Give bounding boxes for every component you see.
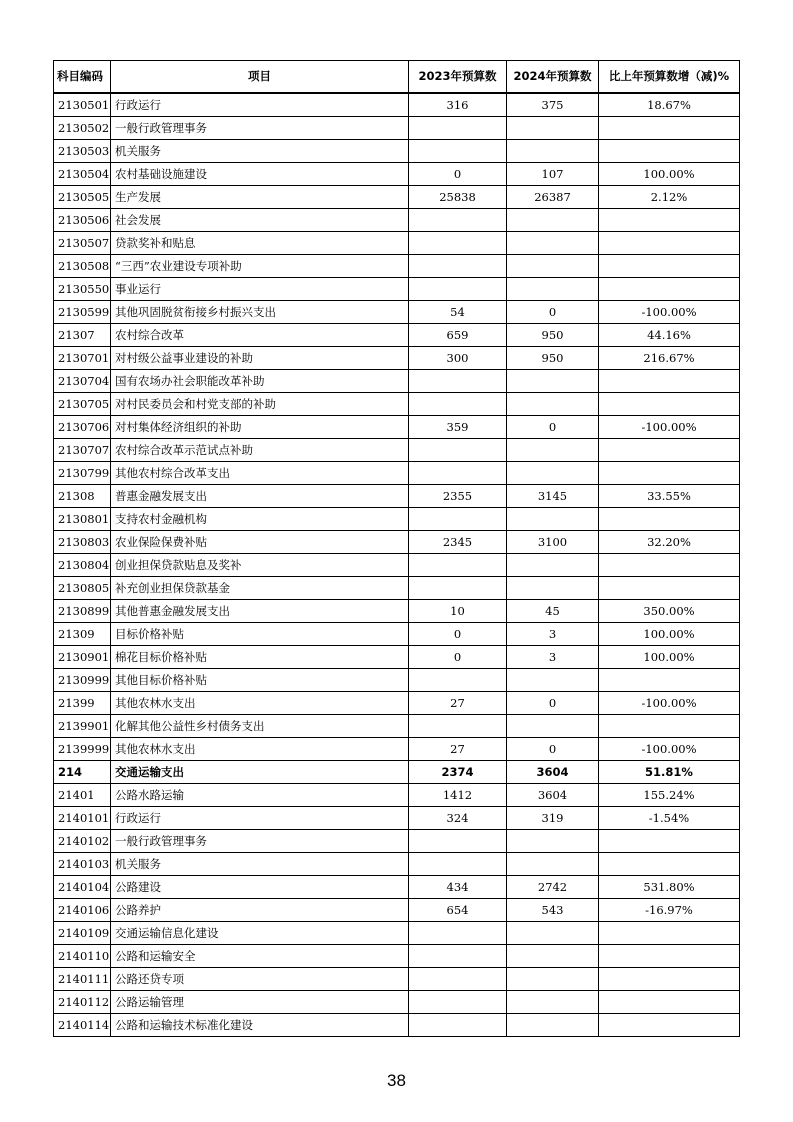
row-budget-2024: 543 <box>507 898 599 921</box>
table-body <box>54 93 740 1037</box>
row-code: 2140111 <box>54 967 111 990</box>
table-row <box>54 438 740 461</box>
header-budget-2023: 2023年预算数 <box>409 61 507 93</box>
table-row <box>54 323 740 346</box>
row-change: -100.00% <box>599 691 740 714</box>
row-name: 其他农村综合改革支出 <box>111 461 409 484</box>
row-budget-2023 <box>409 139 507 162</box>
row-code: 2130706 <box>54 415 111 438</box>
row-budget-2023: 10 <box>409 599 507 622</box>
row-code: 2130799 <box>54 461 111 484</box>
row-name: 公路和运输技术标准化建设 <box>111 1013 409 1036</box>
table-row <box>54 208 740 231</box>
header-code: 科目编码 <box>54 61 111 93</box>
row-budget-2024: 950 <box>507 323 599 346</box>
row-code: 214 <box>54 760 111 783</box>
row-budget-2024 <box>507 714 599 737</box>
row-name: 棉花目标价格补贴 <box>111 645 409 668</box>
row-change: 32.20% <box>599 530 740 553</box>
row-budget-2024 <box>507 576 599 599</box>
row-budget-2023: 659 <box>409 323 507 346</box>
row-name: 普惠金融发展支出 <box>111 484 409 507</box>
row-budget-2023 <box>409 392 507 415</box>
table-row <box>54 645 740 668</box>
row-change <box>599 254 740 277</box>
row-change: -100.00% <box>599 300 740 323</box>
table-row <box>54 139 740 162</box>
row-budget-2024: 0 <box>507 415 599 438</box>
table-row <box>54 1013 740 1036</box>
row-name: 农村综合改革 <box>111 323 409 346</box>
row-code: 2130901 <box>54 645 111 668</box>
row-name: 社会发展 <box>111 208 409 231</box>
row-code: 2140103 <box>54 852 111 875</box>
row-code: 2130804 <box>54 553 111 576</box>
row-budget-2023 <box>409 553 507 576</box>
row-budget-2023 <box>409 944 507 967</box>
row-budget-2023 <box>409 668 507 691</box>
row-budget-2023: 654 <box>409 898 507 921</box>
row-code: 2140110 <box>54 944 111 967</box>
table-row <box>54 392 740 415</box>
table-row <box>54 691 740 714</box>
row-budget-2024: 3 <box>507 622 599 645</box>
row-code: 21399 <box>54 691 111 714</box>
header-budget-2024: 2024年预算数 <box>507 61 599 93</box>
row-name: 机关服务 <box>111 852 409 875</box>
row-name: 补充创业担保贷款基金 <box>111 576 409 599</box>
row-budget-2024 <box>507 967 599 990</box>
row-code: 2130999 <box>54 668 111 691</box>
table-row <box>54 553 740 576</box>
row-budget-2024: 0 <box>507 300 599 323</box>
row-budget-2023 <box>409 967 507 990</box>
table-row <box>54 300 740 323</box>
row-budget-2023: 2345 <box>409 530 507 553</box>
row-budget-2023: 2355 <box>409 484 507 507</box>
row-name: 支持农村金融机构 <box>111 507 409 530</box>
row-change: 100.00% <box>599 645 740 668</box>
row-budget-2023 <box>409 852 507 875</box>
row-budget-2023 <box>409 116 507 139</box>
row-code: 2140104 <box>54 875 111 898</box>
row-budget-2024 <box>507 254 599 277</box>
row-name: 交通运输支出 <box>111 760 409 783</box>
row-budget-2024: 2742 <box>507 875 599 898</box>
table-row <box>54 737 740 760</box>
row-name: 公路和运输安全 <box>111 944 409 967</box>
row-budget-2023: 27 <box>409 737 507 760</box>
row-name: 生产发展 <box>111 185 409 208</box>
row-code: 2130599 <box>54 300 111 323</box>
row-code: 2130701 <box>54 346 111 369</box>
row-name: 对村民委员会和村党支部的补助 <box>111 392 409 415</box>
row-name: 国有农场办社会职能改革补助 <box>111 369 409 392</box>
row-change: 2.12% <box>599 185 740 208</box>
row-change: 216.67% <box>599 346 740 369</box>
row-budget-2023: 0 <box>409 645 507 668</box>
row-budget-2024: 3604 <box>507 760 599 783</box>
table-row <box>54 599 740 622</box>
table-row <box>54 484 740 507</box>
row-budget-2024 <box>507 944 599 967</box>
row-budget-2023: 0 <box>409 162 507 185</box>
row-code: 2140114 <box>54 1013 111 1036</box>
row-code: 2130899 <box>54 599 111 622</box>
row-budget-2024: 26387 <box>507 185 599 208</box>
row-change: 33.55% <box>599 484 740 507</box>
table-row <box>54 829 740 852</box>
row-change: 531.80% <box>599 875 740 898</box>
row-name: 公路建设 <box>111 875 409 898</box>
row-change <box>599 944 740 967</box>
row-budget-2023: 1412 <box>409 783 507 806</box>
row-budget-2024 <box>507 553 599 576</box>
row-budget-2024 <box>507 369 599 392</box>
row-name: 对村级公益事业建设的补助 <box>111 346 409 369</box>
row-name: 化解其他公益性乡村债务支出 <box>111 714 409 737</box>
row-budget-2024 <box>507 829 599 852</box>
row-name: 机关服务 <box>111 139 409 162</box>
budget-table <box>53 60 740 1037</box>
row-change <box>599 668 740 691</box>
row-code: 2140112 <box>54 990 111 1013</box>
row-name: 事业运行 <box>111 277 409 300</box>
row-name: 公路养护 <box>111 898 409 921</box>
row-code: 2130505 <box>54 185 111 208</box>
table-header <box>54 61 740 93</box>
row-budget-2023 <box>409 254 507 277</box>
row-name: 一般行政管理事务 <box>111 829 409 852</box>
row-code: 2130507 <box>54 231 111 254</box>
row-change <box>599 852 740 875</box>
row-name: 交通运输信息化建设 <box>111 921 409 944</box>
row-name: 其他农林水支出 <box>111 737 409 760</box>
row-change: 51.81% <box>599 760 740 783</box>
row-change <box>599 553 740 576</box>
row-budget-2024 <box>507 507 599 530</box>
row-code: 2140101 <box>54 806 111 829</box>
table-row <box>54 116 740 139</box>
row-change <box>599 507 740 530</box>
row-change: 100.00% <box>599 622 740 645</box>
row-code: 2130707 <box>54 438 111 461</box>
table-row <box>54 576 740 599</box>
row-code: 2130801 <box>54 507 111 530</box>
table-row <box>54 967 740 990</box>
row-change <box>599 576 740 599</box>
row-name: 创业担保贷款贴息及奖补 <box>111 553 409 576</box>
row-code: 21309 <box>54 622 111 645</box>
table-row <box>54 346 740 369</box>
row-budget-2024: 0 <box>507 691 599 714</box>
row-code: 2139901 <box>54 714 111 737</box>
row-change <box>599 921 740 944</box>
row-budget-2024: 3 <box>507 645 599 668</box>
row-code: 2130803 <box>54 530 111 553</box>
row-budget-2023 <box>409 576 507 599</box>
table-row <box>54 714 740 737</box>
row-name: 农村基础设施建设 <box>111 162 409 185</box>
row-code: 2130504 <box>54 162 111 185</box>
table-row <box>54 921 740 944</box>
row-code: 21401 <box>54 783 111 806</box>
table-row <box>54 875 740 898</box>
row-budget-2023: 27 <box>409 691 507 714</box>
row-change <box>599 369 740 392</box>
row-budget-2023 <box>409 507 507 530</box>
row-change <box>599 714 740 737</box>
row-name: 行政运行 <box>111 806 409 829</box>
table-row <box>54 760 740 783</box>
row-code: 2130503 <box>54 139 111 162</box>
row-budget-2024: 45 <box>507 599 599 622</box>
row-name: 行政运行 <box>111 93 409 117</box>
row-budget-2024: 3145 <box>507 484 599 507</box>
row-budget-2024 <box>507 438 599 461</box>
row-budget-2024 <box>507 461 599 484</box>
table-row <box>54 507 740 530</box>
row-budget-2023 <box>409 1013 507 1036</box>
row-budget-2023: 25838 <box>409 185 507 208</box>
row-budget-2023: 316 <box>409 93 507 117</box>
table-row <box>54 461 740 484</box>
table-row <box>54 622 740 645</box>
row-budget-2023: 0 <box>409 622 507 645</box>
row-code: 2130502 <box>54 116 111 139</box>
row-budget-2023 <box>409 921 507 944</box>
row-change <box>599 461 740 484</box>
table-row <box>54 231 740 254</box>
row-name: 其他普惠金融发展支出 <box>111 599 409 622</box>
row-budget-2024 <box>507 139 599 162</box>
row-code: 2130805 <box>54 576 111 599</box>
row-code: 2130501 <box>54 93 111 117</box>
table-row <box>54 277 740 300</box>
table-row <box>54 783 740 806</box>
row-name: 公路还贷专项 <box>111 967 409 990</box>
row-change: -1.54% <box>599 806 740 829</box>
row-change: 350.00% <box>599 599 740 622</box>
table-row <box>54 254 740 277</box>
row-code: 21307 <box>54 323 111 346</box>
row-budget-2024 <box>507 921 599 944</box>
row-budget-2024: 950 <box>507 346 599 369</box>
row-change <box>599 967 740 990</box>
row-budget-2023 <box>409 829 507 852</box>
row-budget-2024 <box>507 990 599 1013</box>
row-name: 公路运输管理 <box>111 990 409 1013</box>
row-name: 对村集体经济组织的补助 <box>111 415 409 438</box>
table-row <box>54 852 740 875</box>
row-change: -16.97% <box>599 898 740 921</box>
row-change: 100.00% <box>599 162 740 185</box>
table-row <box>54 898 740 921</box>
row-budget-2023: 434 <box>409 875 507 898</box>
row-budget-2024 <box>507 208 599 231</box>
row-budget-2023 <box>409 461 507 484</box>
row-code: 2140106 <box>54 898 111 921</box>
header-change: 比上年预算数增（减)% <box>599 61 740 93</box>
row-code: 2130508 <box>54 254 111 277</box>
row-budget-2023 <box>409 208 507 231</box>
row-budget-2024: 0 <box>507 737 599 760</box>
row-change <box>599 829 740 852</box>
row-budget-2024: 107 <box>507 162 599 185</box>
row-change <box>599 139 740 162</box>
row-name: 公路水路运输 <box>111 783 409 806</box>
row-name: 贷款奖补和贴息 <box>111 231 409 254</box>
table-row <box>54 369 740 392</box>
row-budget-2023 <box>409 231 507 254</box>
row-budget-2023: 359 <box>409 415 507 438</box>
row-budget-2023 <box>409 277 507 300</box>
table-row <box>54 990 740 1013</box>
row-code: 2139999 <box>54 737 111 760</box>
row-budget-2024 <box>507 852 599 875</box>
row-change <box>599 277 740 300</box>
row-name: 农村综合改革示范试点补助 <box>111 438 409 461</box>
header-row <box>54 61 740 93</box>
row-code: 2130506 <box>54 208 111 231</box>
row-code: 2140102 <box>54 829 111 852</box>
row-budget-2024 <box>507 277 599 300</box>
row-change: 155.24% <box>599 783 740 806</box>
row-code: 2140109 <box>54 921 111 944</box>
row-budget-2024 <box>507 392 599 415</box>
row-budget-2023 <box>409 990 507 1013</box>
table-row <box>54 668 740 691</box>
row-change: 44.16% <box>599 323 740 346</box>
row-budget-2024: 3100 <box>507 530 599 553</box>
row-budget-2024: 3604 <box>507 783 599 806</box>
table-row <box>54 530 740 553</box>
row-budget-2024: 375 <box>507 93 599 117</box>
header-name: 项目 <box>111 61 409 93</box>
row-change: 18.67% <box>599 93 740 117</box>
row-change <box>599 231 740 254</box>
row-change <box>599 990 740 1013</box>
row-change <box>599 116 740 139</box>
table-row <box>54 185 740 208</box>
row-change: -100.00% <box>599 415 740 438</box>
row-budget-2024 <box>507 231 599 254</box>
row-code: 2130705 <box>54 392 111 415</box>
table-row <box>54 944 740 967</box>
row-budget-2024 <box>507 1013 599 1036</box>
row-change: -100.00% <box>599 737 740 760</box>
row-budget-2024 <box>507 668 599 691</box>
row-budget-2023: 54 <box>409 300 507 323</box>
table-row <box>54 162 740 185</box>
row-budget-2024: 319 <box>507 806 599 829</box>
table-row <box>54 93 740 117</box>
row-name: 其他农林水支出 <box>111 691 409 714</box>
row-budget-2023: 324 <box>409 806 507 829</box>
row-name: 其他目标价格补贴 <box>111 668 409 691</box>
table-row <box>54 415 740 438</box>
row-change <box>599 392 740 415</box>
row-budget-2024 <box>507 116 599 139</box>
row-name: 其他巩固脱贫衔接乡村振兴支出 <box>111 300 409 323</box>
row-budget-2023: 300 <box>409 346 507 369</box>
row-budget-2023 <box>409 369 507 392</box>
table-row <box>54 806 740 829</box>
row-code: 2130704 <box>54 369 111 392</box>
row-budget-2023 <box>409 438 507 461</box>
page-number: 38 <box>387 1071 406 1090</box>
row-change <box>599 438 740 461</box>
row-name: 农业保险保费补贴 <box>111 530 409 553</box>
row-code: 2130550 <box>54 277 111 300</box>
row-change <box>599 208 740 231</box>
row-code: 21308 <box>54 484 111 507</box>
row-name: 目标价格补贴 <box>111 622 409 645</box>
row-budget-2023 <box>409 714 507 737</box>
row-budget-2023: 2374 <box>409 760 507 783</box>
row-change <box>599 1013 740 1036</box>
row-name: “三西”农业建设专项补助 <box>111 254 409 277</box>
row-name: 一般行政管理事务 <box>111 116 409 139</box>
